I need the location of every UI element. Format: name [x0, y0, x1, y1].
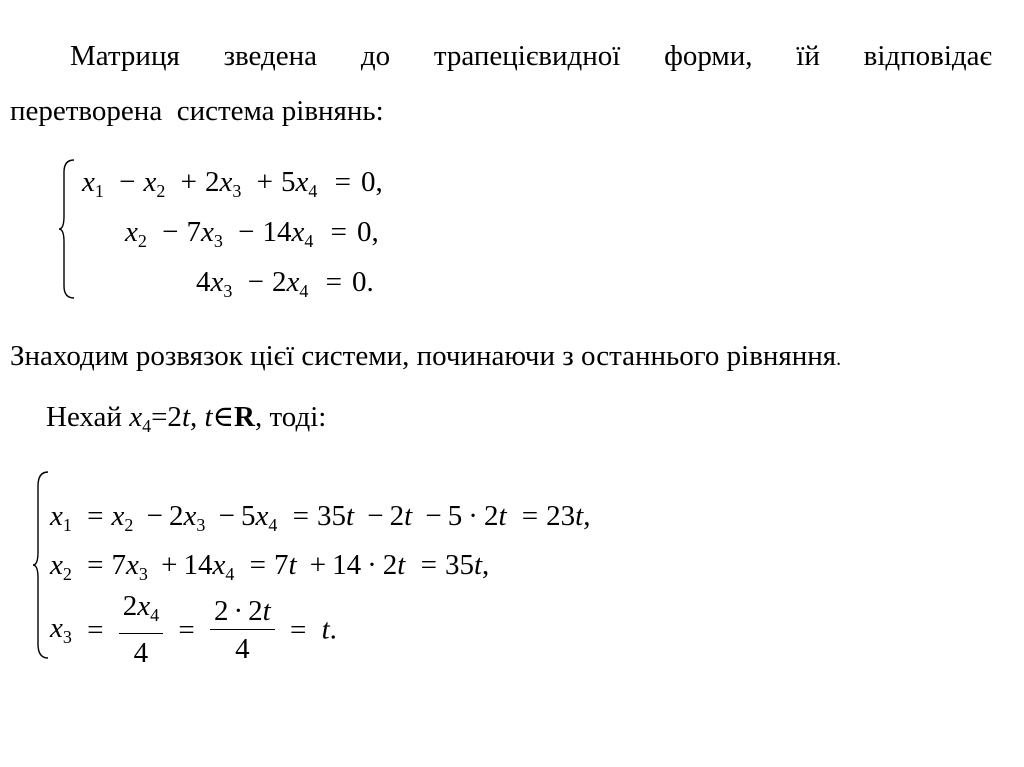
- intro-word: Матриця: [70, 40, 180, 72]
- left-brace-2: [32, 470, 52, 660]
- intro-word: до: [360, 40, 391, 72]
- intro-word: форми,: [664, 40, 753, 72]
- intro-word: зведена: [223, 40, 318, 72]
- fraction-2: $\frac{2 \cdot 2t}{4}$: [210, 593, 275, 668]
- system2-eq2: $x_2 = 7x_3 + 14x_4 = 7t + 14 \cdot 2t = 35t$,: [50, 549, 490, 584]
- system2-eq3: $x_3$ = $\frac{2x_4}{4}$ = $\frac{2 \cdot 2t}{4}$ = t.: [50, 588, 337, 672]
- intro-word: відповідає: [863, 40, 992, 72]
- fraction-1: $\frac{2x_4}{4}$: [119, 588, 163, 672]
- let-statement: Нехай $x_4=2t$, t∈R, тоді:: [46, 401, 327, 436]
- intro-line-2: перетворена система рівнянь:: [10, 95, 384, 127]
- left-brace-1: [58, 158, 78, 300]
- intro-word: трапецієвидної: [433, 40, 621, 72]
- system1-eq1: $x_1 - x_2 + 2x_3 + 5x_4 = 0$,: [82, 166, 383, 201]
- system2-eq1: $x_1 = x_2 - 2x_3 - 5x_4 = 35t - 2t - 5 \cdot 2t = 23t$,: [50, 500, 591, 535]
- intro-word: їй: [796, 40, 820, 72]
- solve-text: Знаходим розвязок цієї системи, починаючи з останнього рівняння.: [10, 340, 842, 372]
- intro-line-1: [70, 42, 992, 71]
- system1-eq3: $4x_3 - 2x_4 = 0$.: [196, 266, 374, 301]
- system1-eq2: $x_2 - 7x_3 - 14x_4 = 0$,: [125, 216, 379, 251]
